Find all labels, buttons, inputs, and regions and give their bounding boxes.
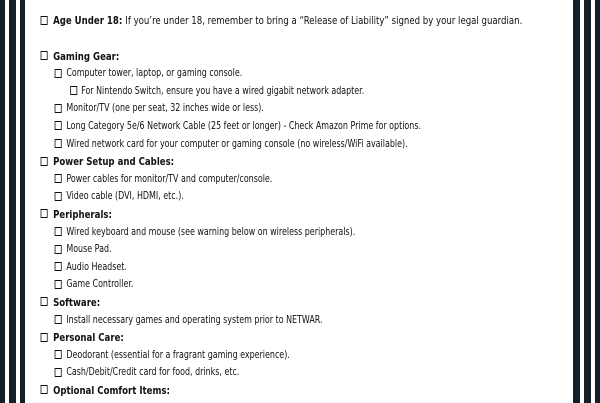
checklist-item[interactable] <box>25 188 452 206</box>
section-peripherals[interactable] <box>25 206 452 224</box>
checkbox[interactable] <box>55 192 62 201</box>
checkbox[interactable] <box>70 86 77 95</box>
checkbox[interactable] <box>55 104 62 113</box>
item-text: For Nintendo Switch, ensure you have a wired gigabit network adapter. <box>81 85 365 97</box>
section-title: Optional Comfort Items: <box>53 383 170 397</box>
age-checklist-item[interactable] <box>25 12 523 30</box>
section-software[interactable] <box>25 294 452 312</box>
item-text: Wired keyboard and mouse (see warning below on wireless peripherals). <box>66 226 356 238</box>
checkbox[interactable] <box>41 333 48 342</box>
item-text: Video cable (DVI, HDMI, etc.). <box>66 191 184 203</box>
item-text: Power cables for monitor/TV and computer/console. <box>66 173 273 185</box>
item-text: Mouse Pad. <box>66 244 112 256</box>
checklist-item[interactable] <box>25 312 452 330</box>
checkbox[interactable] <box>55 280 62 289</box>
checklist-item[interactable] <box>25 347 452 365</box>
checkbox[interactable] <box>41 297 48 306</box>
checkbox[interactable] <box>41 16 48 25</box>
item-text: Cash/Debit/Credit card for food, drinks, etc. <box>66 367 240 379</box>
checkbox[interactable] <box>55 227 62 236</box>
checkbox[interactable] <box>55 245 62 254</box>
item-text: Deodorant (essential for a fragrant gaming experience). <box>66 349 290 361</box>
right-stripe-inner <box>580 0 584 403</box>
checklist-subitem[interactable] <box>25 83 452 101</box>
checklist-item[interactable] <box>25 118 452 136</box>
age-text: If you’re under 18, remember to bring a “Release of Liability” signed by your legal guardian. <box>125 14 523 27</box>
checkbox[interactable] <box>41 51 48 60</box>
checkbox[interactable] <box>55 262 62 271</box>
checkbox[interactable] <box>55 315 62 324</box>
checklist-item[interactable] <box>25 171 452 189</box>
section-gaming-gear[interactable] <box>25 48 452 66</box>
section-title: Peripherals: <box>53 207 112 221</box>
section-optional-comfort[interactable] <box>25 382 452 400</box>
age-label: Age Under 18: <box>53 14 123 27</box>
left-stripe-outer <box>5 0 9 403</box>
checklist-item[interactable] <box>25 241 452 259</box>
checklist-item[interactable] <box>25 259 452 277</box>
checklist <box>25 12 573 403</box>
item-text: Wired network card for your computer or gaming console (no wireless/WiFi available). <box>66 138 408 150</box>
item-text: Computer tower, laptop, or gaming console. <box>66 68 243 80</box>
section-title: Software: <box>53 295 101 309</box>
checkbox[interactable] <box>55 368 62 377</box>
section-power-setup[interactable] <box>25 153 452 171</box>
checklist-item-cutoff[interactable] <box>25 399 452 403</box>
right-stripe-outer <box>591 0 595 403</box>
item-text: Long Category 5e/6 Network Cable (25 feet or longer) - Check Amazon Prime for options. <box>66 120 421 132</box>
checklist-item[interactable] <box>25 65 452 83</box>
left-stripe-inner <box>16 0 20 403</box>
item-text: Monitor/TV (one per seat, 32 inches wide or less). <box>66 103 264 115</box>
section-personal-care[interactable] <box>25 329 452 347</box>
checklist-item[interactable] <box>25 100 452 118</box>
section-title: Power Setup and Cables: <box>53 155 175 169</box>
checklist-item[interactable] <box>25 276 452 294</box>
checkbox[interactable] <box>55 174 62 183</box>
checkbox[interactable] <box>41 385 48 394</box>
checkbox[interactable] <box>55 139 62 148</box>
checklist-panel <box>25 0 573 403</box>
checklist-item[interactable] <box>25 364 452 382</box>
item-text: Game Controller. <box>66 279 134 291</box>
section-title: Personal Care: <box>53 331 124 345</box>
item-text: Audio Headset. <box>66 261 127 273</box>
checkbox[interactable] <box>55 350 62 359</box>
checkbox[interactable] <box>55 69 62 78</box>
checkbox[interactable] <box>41 157 48 166</box>
checkbox[interactable] <box>41 209 48 218</box>
checklist-item[interactable] <box>25 136 452 154</box>
checkbox[interactable] <box>55 121 62 130</box>
checklist-item[interactable] <box>25 224 452 242</box>
item-text: Install necessary games and operating system prior to NETWAR. <box>66 314 323 326</box>
section-title: Gaming Gear: <box>53 49 120 63</box>
